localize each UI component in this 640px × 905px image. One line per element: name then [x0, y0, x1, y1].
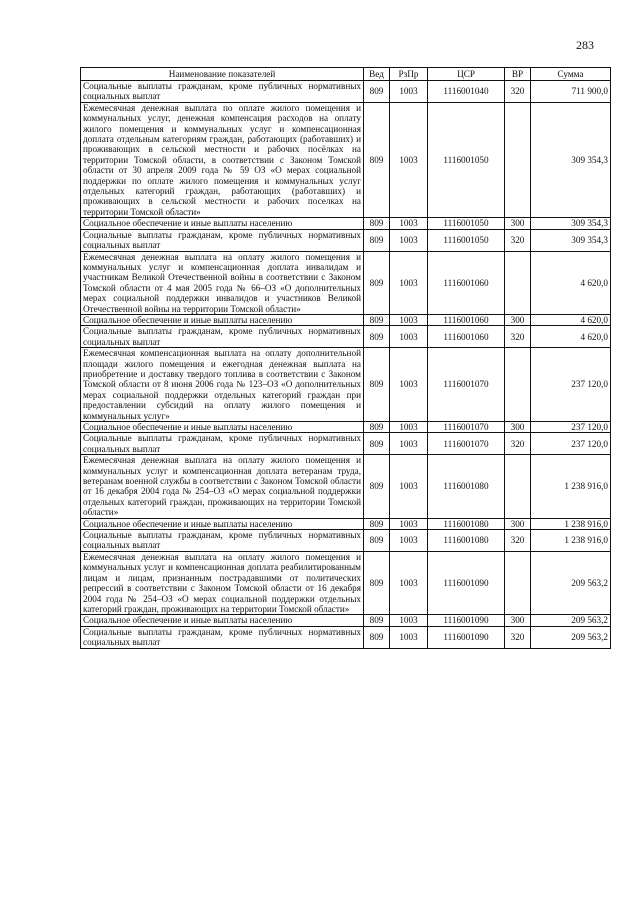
table-row — [81, 314, 611, 325]
cell-ved: 809 — [364, 422, 390, 433]
cell-csr: 1116001080 — [428, 530, 505, 552]
cell-csr: 1116001050 — [428, 102, 505, 217]
column-header-ved: Вед — [364, 68, 390, 81]
cell-name: Ежемесячная денежная выплата по оплате жилого помещения и коммунальных услуг, денежная компенсация расходов на оплату жилого помещения и коммунальных услуг и компенсационная доплата отдельным категориям граждан, работающих (работавших) и проживающих в сельской местности и рабочих посёлках на территории Томской области, в соответствии с Законом Томской области от 30 апреля 2009 года № 59 ОЗ «О мерах социальной поддержки по оплате жилого помещения и коммунальных услуг отдельных категорий граждан, работающих (работавших) и проживающих в сельской местности и рабочих поселках на территории Томской области» — [81, 102, 364, 217]
cell-name: Социальные выплаты гражданам, кроме публичных нормативных социальных выплат — [81, 530, 364, 552]
cell-vr: 300 — [505, 314, 531, 325]
cell-ved: 809 — [364, 455, 390, 518]
cell-ved: 809 — [364, 626, 390, 648]
cell-vr: 300 — [505, 518, 531, 529]
cell-name: Социальное обеспечение и иные выплаты населению — [81, 518, 364, 529]
cell-ved: 809 — [364, 102, 390, 217]
column-header-sum: Сумма — [531, 68, 611, 81]
cell-sum: 4 620,0 — [531, 251, 611, 314]
cell-csr: 1116001050 — [428, 218, 505, 229]
cell-csr: 1116001060 — [428, 251, 505, 314]
cell-rzpr: 1003 — [390, 615, 428, 626]
table-row — [81, 518, 611, 529]
cell-vr — [505, 455, 531, 518]
cell-vr: 300 — [505, 615, 531, 626]
cell-ved: 809 — [364, 551, 390, 614]
cell-vr: 320 — [505, 229, 531, 251]
table-row — [81, 615, 611, 626]
cell-rzpr: 1003 — [390, 326, 428, 348]
cell-sum: 237 120,0 — [531, 433, 611, 455]
cell-sum: 209 563,2 — [531, 626, 611, 648]
cell-sum: 237 120,0 — [531, 422, 611, 433]
cell-vr: 320 — [505, 326, 531, 348]
table-row — [81, 218, 611, 229]
cell-vr: 300 — [505, 218, 531, 229]
cell-sum: 309 354,3 — [531, 102, 611, 217]
cell-name: Социальные выплаты гражданам, кроме публичных нормативных социальных выплат — [81, 626, 364, 648]
cell-rzpr: 1003 — [390, 455, 428, 518]
cell-name: Социальное обеспечение и иные выплаты населению — [81, 218, 364, 229]
cell-ved: 809 — [364, 433, 390, 455]
cell-name: Ежемесячная денежная выплата на оплату жилого помещения и коммунальных услуг и компенсационная доплата инвалидам и участникам Великой Отечественной войны в соответствии с Законом Томской области от 4 мая 2005 года № 66–ОЗ «О дополнительных мерах социальной поддержки инвалидов и участников Великой Отечественной войны на территории Томской области» — [81, 251, 364, 314]
cell-csr: 1116001090 — [428, 626, 505, 648]
cell-rzpr: 1003 — [390, 81, 428, 103]
cell-sum: 209 563,2 — [531, 551, 611, 614]
cell-csr: 1116001070 — [428, 422, 505, 433]
cell-sum: 711 900,0 — [531, 81, 611, 103]
cell-ved: 809 — [364, 348, 390, 422]
cell-vr: 320 — [505, 433, 531, 455]
cell-rzpr: 1003 — [390, 626, 428, 648]
cell-vr — [505, 102, 531, 217]
cell-sum: 1 238 916,0 — [531, 455, 611, 518]
table-body — [81, 81, 611, 649]
cell-csr: 1116001040 — [428, 81, 505, 103]
table-row — [81, 551, 611, 614]
cell-sum: 4 620,0 — [531, 326, 611, 348]
table-row — [81, 530, 611, 552]
cell-sum: 209 563,2 — [531, 615, 611, 626]
cell-ved: 809 — [364, 251, 390, 314]
cell-csr: 1116001050 — [428, 229, 505, 251]
cell-ved: 809 — [364, 218, 390, 229]
cell-csr: 1116001080 — [428, 455, 505, 518]
cell-rzpr: 1003 — [390, 433, 428, 455]
cell-ved: 809 — [364, 229, 390, 251]
table-row — [81, 422, 611, 433]
cell-vr: 320 — [505, 626, 531, 648]
cell-ved: 809 — [364, 530, 390, 552]
table-row — [81, 348, 611, 422]
cell-vr — [505, 251, 531, 314]
cell-vr: 300 — [505, 422, 531, 433]
cell-name: Социальные выплаты гражданам, кроме публичных нормативных социальных выплат — [81, 229, 364, 251]
cell-csr: 1116001090 — [428, 615, 505, 626]
column-header-vr: ВР — [505, 68, 531, 81]
cell-ved: 809 — [364, 314, 390, 325]
cell-vr: 320 — [505, 530, 531, 552]
cell-sum: 309 354,3 — [531, 229, 611, 251]
cell-rzpr: 1003 — [390, 518, 428, 529]
cell-sum: 237 120,0 — [531, 348, 611, 422]
table-row — [81, 433, 611, 455]
cell-rzpr: 1003 — [390, 251, 428, 314]
cell-name: Социальные выплаты гражданам, кроме публичных нормативных социальных выплат — [81, 326, 364, 348]
page-number: 283 — [576, 38, 594, 52]
cell-csr: 1116001090 — [428, 551, 505, 614]
cell-csr: 1116001070 — [428, 348, 505, 422]
cell-sum: 309 354,3 — [531, 218, 611, 229]
cell-csr: 1116001070 — [428, 433, 505, 455]
cell-rzpr: 1003 — [390, 314, 428, 325]
column-header-name: Наименование показателей — [81, 68, 364, 81]
cell-name: Ежемесячная денежная выплата на оплату жилого помещения и коммунальных услуг и компенсационная доплата ветеранам труда, ветеранам военной службы в соответствии с Законом Томской области от 16 декабря 2004 года № 254–ОЗ «О мерах социальной поддержки отдельных категорий граждан, проживающих на территории Томской области» — [81, 455, 364, 518]
cell-ved: 809 — [364, 615, 390, 626]
cell-rzpr: 1003 — [390, 422, 428, 433]
cell-vr — [505, 551, 531, 614]
budget-table — [80, 67, 611, 649]
column-header-rzpr: РзПр — [390, 68, 428, 81]
cell-name: Социальное обеспечение и иные выплаты населению — [81, 615, 364, 626]
cell-rzpr: 1003 — [390, 218, 428, 229]
table-row — [81, 626, 611, 648]
cell-rzpr: 1003 — [390, 102, 428, 217]
cell-vr: 320 — [505, 81, 531, 103]
cell-csr: 1116001060 — [428, 314, 505, 325]
cell-ved: 809 — [364, 326, 390, 348]
cell-name: Социальные выплаты гражданам, кроме публичных нормативных социальных выплат — [81, 433, 364, 455]
table-row — [81, 455, 611, 518]
cell-sum: 1 238 916,0 — [531, 518, 611, 529]
table-row — [81, 251, 611, 314]
cell-vr — [505, 348, 531, 422]
cell-rzpr: 1003 — [390, 530, 428, 552]
cell-name: Социальное обеспечение и иные выплаты населению — [81, 422, 364, 433]
cell-name: Ежемесячная компенсационная выплата на оплату дополнительной площади жилого помещения и ежегодная денежная выплата на приобретение и доставку твердого топлива в соответствии с Законом Томской области от 8 июня 2006 года № 123–ОЗ «О дополнительных мерах социальной поддержки отдельных категорий граждан при предоставлении субсидий на оплату жилого помещения и коммунальных услуг» — [81, 348, 364, 422]
cell-sum: 4 620,0 — [531, 314, 611, 325]
cell-csr: 1116001080 — [428, 518, 505, 529]
column-header-csr: ЦСР — [428, 68, 505, 81]
cell-rzpr: 1003 — [390, 551, 428, 614]
cell-ved: 809 — [364, 81, 390, 103]
cell-csr: 1116001060 — [428, 326, 505, 348]
cell-sum: 1 238 916,0 — [531, 530, 611, 552]
table-row — [81, 81, 611, 103]
table-header-row — [81, 68, 611, 81]
table-row — [81, 229, 611, 251]
cell-name: Ежемесячная денежная выплата на оплату жилого помещения и коммунальных услуг и компенсационная доплата реабилитированным лицам и лицам, признанным пострадавшими от политических репрессий в соответствии с Законом Томской области от 16 декабря 2004 года № 254–ОЗ «О мерах социальной поддержки отдельных категорий граждан, проживающих на территории Томской области» — [81, 551, 364, 614]
cell-name: Социальное обеспечение и иные выплаты населению — [81, 314, 364, 325]
cell-name: Социальные выплаты гражданам, кроме публичных нормативных социальных выплат — [81, 81, 364, 103]
cell-rzpr: 1003 — [390, 348, 428, 422]
table-row — [81, 326, 611, 348]
table-row — [81, 102, 611, 217]
cell-ved: 809 — [364, 518, 390, 529]
cell-rzpr: 1003 — [390, 229, 428, 251]
